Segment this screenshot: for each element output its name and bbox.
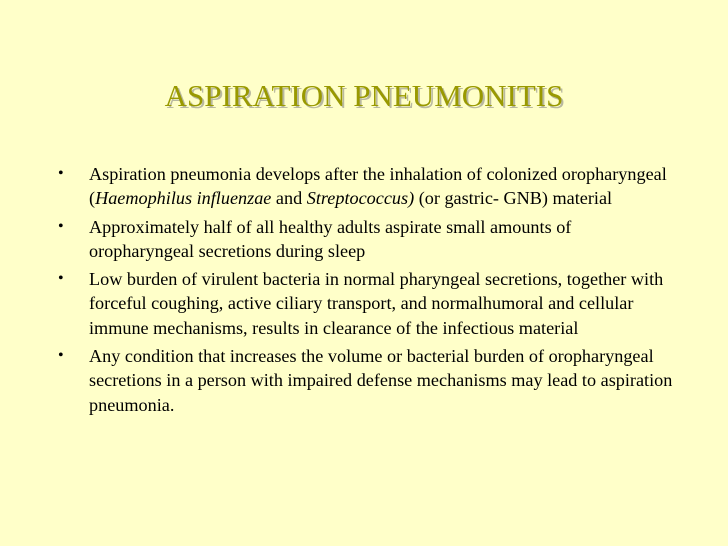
bullet-item-aspiration-pneumonia bbox=[58, 162, 678, 211]
bullet-dot-icon: • bbox=[58, 347, 64, 365]
bullet-text-italic-haemophilus: Haemophilus influenzae bbox=[95, 188, 272, 209]
bullet-item-low-burden bbox=[58, 267, 678, 340]
slide-title: ASPIRATION PNEUMONITIS bbox=[164, 78, 564, 113]
bullet-text: Approximately half of all healthy adults aspirate small amounts of oropharyngeal secretions during sleep bbox=[89, 216, 572, 261]
bullet-dot-icon: • bbox=[58, 165, 64, 182]
bullet-text: Any condition that increases the volume or bacterial burden of oropharyngeal secretions in a person with impaired defense mechanisms may lead to aspiration pneumonia. bbox=[89, 346, 673, 415]
bullet-dot-icon: • bbox=[58, 217, 64, 235]
bullet-text-part: and bbox=[271, 188, 307, 209]
bullet-dot-icon: • bbox=[58, 270, 64, 288]
bullet-item-healthy-adults bbox=[58, 215, 678, 264]
bullet-list bbox=[58, 162, 678, 421]
bullet-text: Low burden of virulent bacteria in normal pharyngeal secretions, together with forceful coughing, active ciliary transport, and normalhumoral and cellular immune mechanisms, results in clearance of the infectious material bbox=[89, 269, 664, 338]
bullet-text-part: Aspiration pneumonia develops after the inhalation of colonized oropharyngeal ( bbox=[89, 164, 667, 209]
bullet-text-italic-streptococcus: Streptococcus) bbox=[306, 188, 415, 209]
bullet-text-part: (or gastric- GNB) material bbox=[414, 188, 613, 209]
bullet-item-any-condition bbox=[58, 344, 678, 417]
